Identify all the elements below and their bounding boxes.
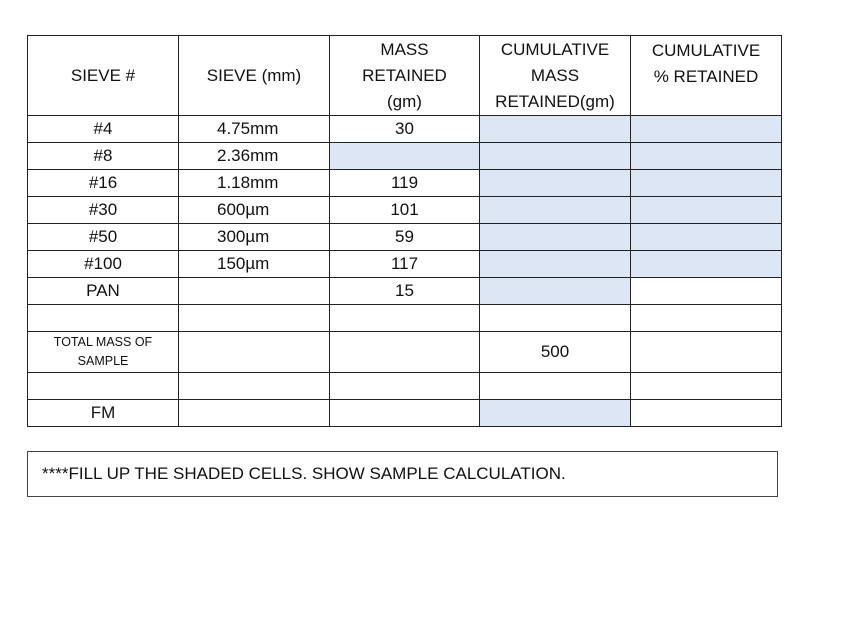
header-sieve-number-text: SIEVE # — [70, 65, 136, 85]
total-mass-label-line1: TOTAL MASS OF — [53, 335, 153, 349]
header-sieve-mm — [179, 36, 330, 116]
sieve-cell: #50 — [28, 224, 179, 251]
empty-cell — [28, 305, 179, 332]
empty-cell — [480, 305, 631, 332]
sieve-mm-cell — [179, 278, 330, 305]
fm-label: FM — [28, 400, 179, 427]
empty-cell — [330, 400, 480, 427]
cumulative-percent-input-cell[interactable] — [631, 170, 782, 197]
total-mass-row — [28, 332, 782, 373]
total-mass-label-line2: SAMPLE — [77, 354, 129, 368]
header-cumulative-mass — [480, 36, 631, 116]
sieve-cell: PAN — [28, 278, 179, 305]
header-sieve-number — [28, 36, 179, 116]
sieve-analysis-table — [27, 35, 782, 427]
empty-cell — [631, 400, 782, 427]
mass-cell: 119 — [330, 170, 480, 197]
cumulative-mass-input-cell[interactable] — [480, 170, 631, 197]
sieve-cell: #100 — [28, 251, 179, 278]
mass-cell: 117 — [330, 251, 480, 278]
empty-cell — [330, 332, 480, 373]
total-mass-label — [28, 332, 179, 373]
cumulative-mass-input-cell[interactable] — [480, 197, 631, 224]
sieve-cell: #4 — [28, 116, 179, 143]
empty-cell — [330, 373, 480, 400]
header-cumulative-percent-line2: % RETAINED — [653, 67, 759, 86]
header-mass-retained-line2: RETAINED — [362, 65, 447, 85]
fm-input-cell[interactable] — [480, 400, 631, 427]
cumulative-percent-input-cell[interactable] — [631, 197, 782, 224]
cumulative-mass-input-cell[interactable] — [480, 116, 631, 143]
cumulative-mass-input-cell[interactable] — [480, 224, 631, 251]
cumulative-percent-input-cell[interactable] — [631, 224, 782, 251]
fm-row — [28, 400, 782, 427]
mass-cell: 59 — [330, 224, 480, 251]
cumulative-mass-input-cell[interactable] — [480, 143, 631, 170]
mass-cell: 15 — [330, 278, 480, 305]
empty-cell — [179, 373, 330, 400]
cumulative-percent-input-cell[interactable] — [631, 116, 782, 143]
header-cumulative-percent-line1: CUMULATIVE — [651, 41, 761, 60]
total-mass-value: 500 — [480, 332, 631, 373]
cumulative-mass-input-cell[interactable] — [480, 278, 631, 305]
table-row — [28, 251, 782, 278]
cumulative-mass-input-cell[interactable] — [480, 251, 631, 278]
table-row — [28, 143, 782, 170]
instruction-note: ****FILL UP THE SHADED CELLS. SHOW SAMPLE CALCULATION. — [27, 451, 778, 497]
cumulative-percent-input-cell[interactable] — [631, 143, 782, 170]
header-mass-retained-line1: MASS — [380, 39, 429, 59]
empty-cell — [631, 332, 782, 373]
header-cumulative-mass-line1: CUMULATIVE — [500, 39, 610, 59]
sieve-cell: #16 — [28, 170, 179, 197]
empty-cell — [631, 305, 782, 332]
sieve-mm-cell: 150µm — [179, 251, 330, 278]
sieve-mm-cell: 1.18mm — [179, 170, 330, 197]
mass-input-cell[interactable] — [330, 143, 480, 170]
header-mass-retained-line3: (gm) — [387, 91, 422, 111]
cumulative-percent-input-cell[interactable] — [631, 251, 782, 278]
empty-cell — [179, 305, 330, 332]
empty-cell — [179, 332, 330, 373]
table-row — [28, 224, 782, 251]
blank-row — [28, 305, 782, 332]
header-sieve-mm-text: SIEVE (mm) — [206, 65, 302, 85]
empty-cell — [179, 400, 330, 427]
mass-cell: 101 — [330, 197, 480, 224]
sieve-mm-cell: 4.75mm — [179, 116, 330, 143]
header-cumulative-mass-line3: RETAINED(gm) — [495, 91, 615, 111]
sieve-mm-cell: 300µm — [179, 224, 330, 251]
table-row — [28, 116, 782, 143]
table-row — [28, 170, 782, 197]
sieve-cell: #8 — [28, 143, 179, 170]
header-cumulative-percent — [631, 36, 782, 116]
sieve-mm-cell: 600µm — [179, 197, 330, 224]
sieve-cell: #30 — [28, 197, 179, 224]
empty-cell — [330, 305, 480, 332]
sieve-mm-cell: 2.36mm — [179, 143, 330, 170]
blank-row — [28, 373, 782, 400]
header-mass-retained — [330, 36, 480, 116]
empty-cell — [480, 373, 631, 400]
table-row — [28, 278, 782, 305]
empty-cell — [28, 373, 179, 400]
header-row — [28, 36, 782, 116]
mass-cell: 30 — [330, 116, 480, 143]
table-row — [28, 197, 782, 224]
empty-cell — [631, 373, 782, 400]
header-cumulative-mass-line2: MASS — [530, 65, 580, 85]
empty-cell — [631, 278, 782, 305]
